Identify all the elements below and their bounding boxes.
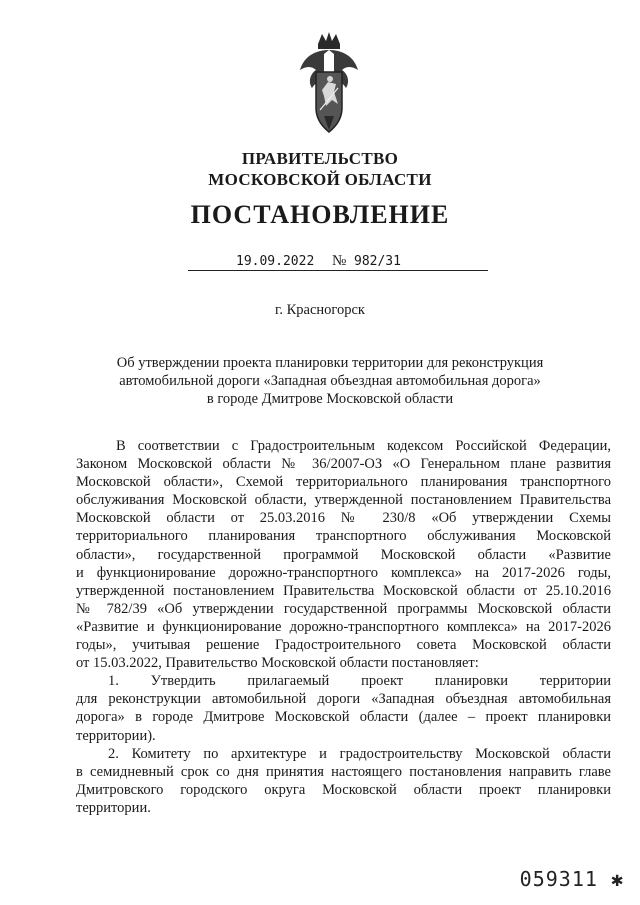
underline-rule — [188, 270, 488, 271]
text-line: области», государственной программой Московской области «Развитие — [76, 546, 611, 563]
text-line: в семидневный срок со дня принятия настоящего постановления направить главе — [76, 763, 611, 780]
text-line: 1. Утвердить прилагаемый проект планировки территории — [108, 673, 611, 690]
text-line: В соответствии с Градостроительным кодексом Российской Федерации, — [116, 438, 611, 454]
city-name: г. Красногорск — [275, 302, 365, 318]
subject-line: в городе Дмитрове Московской области — [206, 391, 454, 407]
number-sign: № — [332, 253, 347, 269]
government-title — [0, 148, 640, 190]
document-type: ПОСТАНОВЛЕНИЕ — [190, 200, 450, 229]
date-number-line — [188, 254, 488, 272]
document-number: 982/31 — [354, 254, 401, 269]
text-line: Дмитровского городского округа Московской области проект планировки — [76, 781, 611, 798]
government-line1: ПРАВИТЕЛЬСТВО — [241, 149, 399, 168]
paragraph-item-2 — [76, 745, 611, 817]
text-line: Законом Московской области № 36/2007-ОЗ «О Генеральном плане развития — [76, 456, 611, 473]
government-line2: МОСКОВСКОЙ ОБЛАСТИ — [208, 170, 432, 189]
document-date: 19.09.2022 — [236, 254, 315, 269]
text-line: обслуживания Московской области, утвержденной постановлением Правительства — [76, 492, 611, 509]
text-line: Московской области», Схемой территориального планирования транспортного — [76, 474, 611, 491]
subject-line: автомобильной дороги «Западная объездная автомобильная дорога» — [119, 373, 541, 389]
document-subject — [90, 354, 570, 408]
text-line: утвержденной постановлением Правительства Московской области от 25.10.2016 — [76, 582, 611, 599]
text-line: территориального планирования транспортного обслуживания Московской — [76, 528, 611, 545]
text-line: годы», учитывая решение Градостроительного совета Московской области — [76, 637, 611, 654]
coat-of-arms-icon — [296, 30, 362, 136]
text-line: 2. Комитету по архитектуре и градостроительству Московской области — [108, 745, 611, 762]
subject-line: Об утверждении проекта планировки территории для реконструкция — [116, 355, 544, 371]
text-line: и функционирование дорожно-транспортного комплекса» на 2017-2026 годы, — [76, 564, 611, 581]
text-line: дорога» в городе Дмитрове Московской области (далее – проект планировки — [76, 709, 611, 726]
serial-number: 059311 ✱ — [519, 867, 624, 891]
text-line: территории). — [76, 727, 156, 744]
paragraph-preamble — [76, 437, 611, 672]
text-line: от 15.03.2022, Правительство Московской области постановляет: — [76, 655, 479, 672]
text-line: для реконструкции автомобильной дороги «Западная объездная автомобильная — [76, 691, 611, 708]
text-line: территории. — [76, 799, 151, 816]
document-body — [76, 437, 611, 817]
text-line: № 782/39 «Об утверждении государственной программы Московской области — [76, 600, 611, 617]
text-line: «Развитие и функционирование дорожно-транспортного комплекса» на 2017-2026 — [76, 618, 611, 635]
paragraph-item-1 — [76, 672, 611, 744]
text-line: Московской области от 25.03.2016 № 230/8 «Об утверждении Схемы — [76, 510, 611, 527]
